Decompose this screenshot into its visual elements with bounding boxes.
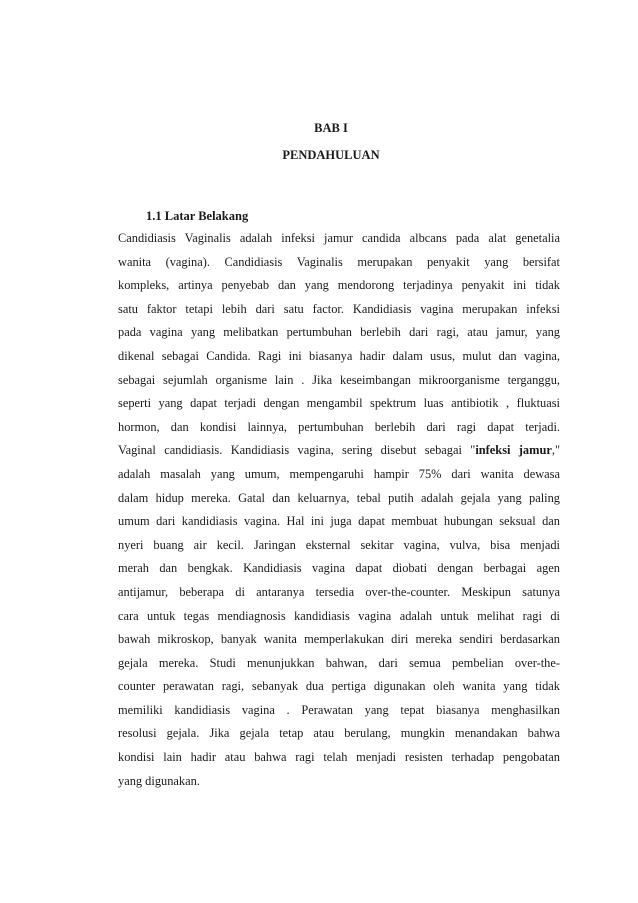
paragraph-line: gejala mereka. Studi menunjukkan bahwan, dari semua pembelian over-the- xyxy=(118,655,560,670)
body-paragraph xyxy=(118,227,560,793)
paragraph-line: yang digunakan. xyxy=(118,773,200,788)
paragraph-line: resolusi gejala. Jika gejala tetap atau berulang, mungkin menandakan bahwa xyxy=(118,726,560,741)
chapter-title: PENDAHULUAN xyxy=(282,148,380,162)
paragraph-line: umum dari kandidiasis vagina. Hal ini juga dapat membuat hubungan seksual dan xyxy=(118,514,560,529)
paragraph-line: sebagai sejumlah organisme lain . Jika keseimbangan mikroorganisme terganggu, xyxy=(118,372,560,387)
paragraph-line: nyeri buang air kecil. Jaringan eksternal sekitar vagina, vulva, bisa menjadi xyxy=(118,537,560,552)
paragraph-line-text: Vaginal candidiasis. Kandidiasis vagina, sering disebut sebagai " xyxy=(118,443,476,458)
chapter-number: BAB I xyxy=(314,121,348,135)
paragraph-line: dikenal sebagai Candida. Ragi ini biasanya hadir dalam usus, mulut dan vagina, xyxy=(118,348,560,363)
emphasis-text: infeksi jamur xyxy=(475,443,552,458)
section-heading: 1.1 Latar Belakang xyxy=(146,209,249,223)
paragraph-line: Candidiasis Vaginalis adalah infeksi jamur candida albcans pada alat genetalia xyxy=(118,231,560,245)
paragraph-line: bawah mikroskop, banyak wanita memperlakukan diri mereka sendiri berdasarkan xyxy=(118,632,560,647)
paragraph-line: dalam hidup mereka. Gatal dan keluarnya, tebal putih adalah gejala yang paling xyxy=(118,490,560,505)
paragraph-line: kompleks, artinya penyebab dan yang mendorong terjadinya penyakit ini tidak xyxy=(118,278,560,293)
paragraph-line: wanita (vagina). Candidiasis Vaginalis merupakan penyakit yang bersifat xyxy=(118,254,560,269)
paragraph-line: antijamur, beberapa di antaranya tersedia over-the-counter. Meskipun satunya xyxy=(118,584,560,599)
paragraph-line: kondisi lain hadir atau bahwa ragi telah menjadi resisten terhadap pengobatan xyxy=(118,750,560,765)
paragraph-line xyxy=(118,439,560,463)
paragraph-line: memiliki kandidiasis vagina . Perawatan yang tepat biasanya menghasilkan xyxy=(118,702,560,717)
paragraph-line: cara untuk tegas mendiagnosis kandidiasis vagina adalah untuk melihat ragi di xyxy=(118,608,560,623)
paragraph-line: satu faktor tetapi lebih dari satu factor. Kandidiasis vagina merupakan infeksi xyxy=(118,301,560,316)
paragraph-line: hormon, dan kondisi lainnya, pertumbuhan berlebih dari ragi dapat terjadi. xyxy=(118,419,560,434)
emphasis-suffix: ," xyxy=(551,443,560,458)
paragraph-line: pada vagina yang melibatkan pertumbuhan berlebih dari ragi, atau jamur, yang xyxy=(118,325,560,340)
paragraph-line: seperti yang dapat terjadi dengan mengambil spektrum luas antibiotik , fluktuasi xyxy=(118,396,560,411)
paragraph-line: counter perawatan ragi, sebanyak dua pertiga digunakan oleh wanita yang tidak xyxy=(118,679,560,694)
paragraph-line: adalah masalah yang umum, mempengaruhi hampir 75% dari wanita dewasa xyxy=(118,466,560,481)
paragraph-line: merah dan bengkak. Kandidiasis vagina dapat diobati dengan berbagai agen xyxy=(118,561,560,576)
